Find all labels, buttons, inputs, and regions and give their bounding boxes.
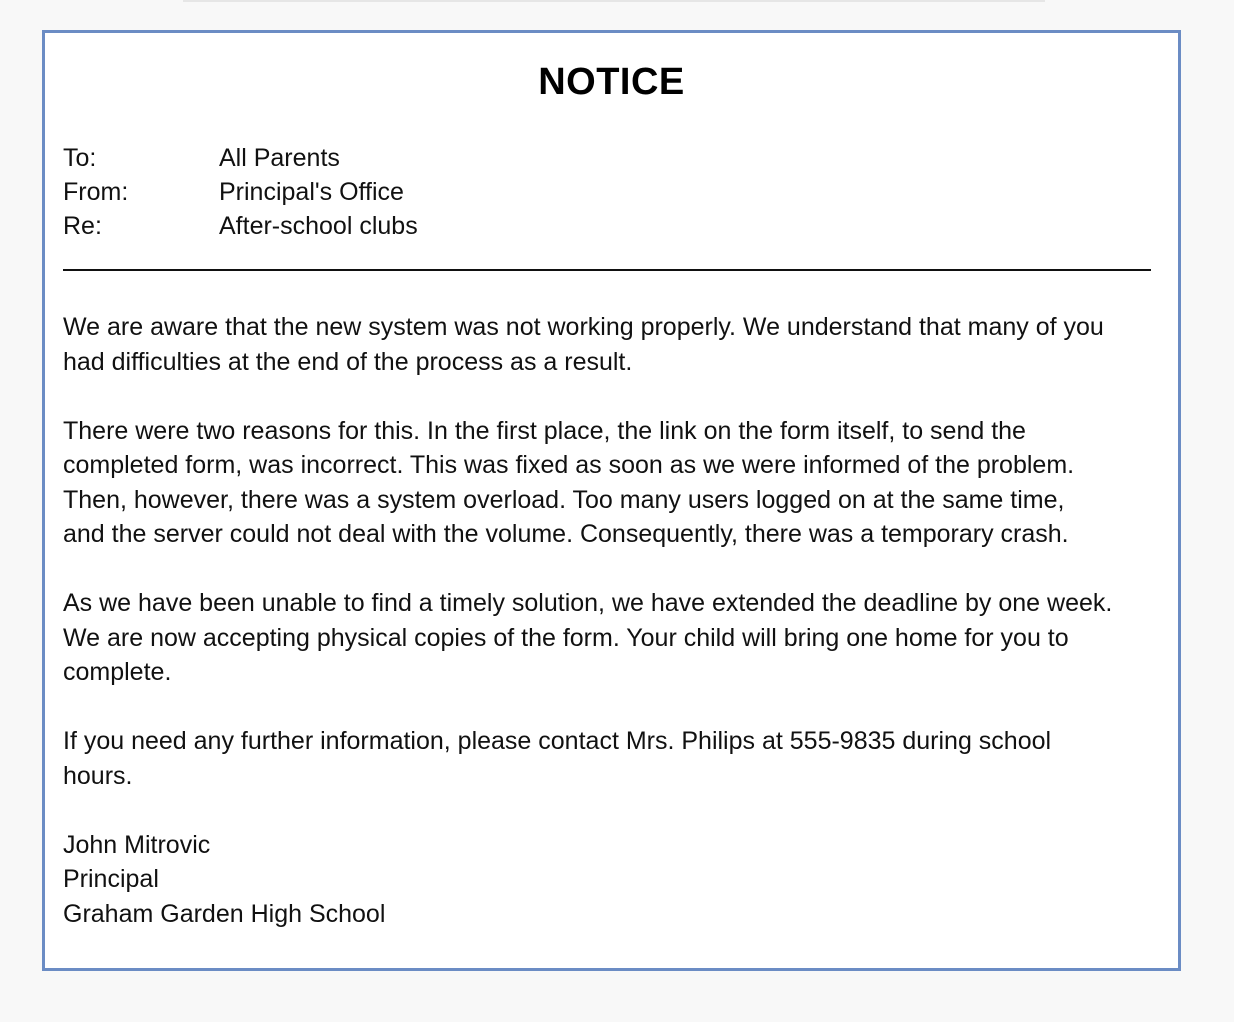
paragraph-line: and the server could not deal with the volume. Consequently, there was a temporary crash. bbox=[63, 520, 1069, 548]
top-edge-strip bbox=[183, 0, 1045, 2]
notice-document bbox=[42, 30, 1181, 971]
memo-row-to bbox=[63, 141, 418, 175]
paragraph-line: had difficulties at the end of the process as a result. bbox=[63, 347, 633, 376]
paragraph-line: As we have been unable to find a timely solution, we have extended the deadline by one week. bbox=[63, 589, 1113, 617]
paragraph-line: We are now accepting physical copies of the form. Your child will bring one home for you to bbox=[63, 623, 1069, 652]
memo-value-from: Principal's Office bbox=[219, 178, 404, 206]
paragraph-contact bbox=[63, 724, 1173, 793]
memo-label-from: From: bbox=[63, 178, 129, 206]
memo-value-to: All Parents bbox=[219, 144, 340, 172]
paragraph-line: We are aware that the new system was not working properly. We understand that many of you bbox=[63, 313, 1104, 341]
signature-school: Graham Garden High School bbox=[63, 899, 386, 928]
paragraph-line: completed form, was incorrect. This was fixed as soon as we were informed of the problem. bbox=[63, 451, 1075, 479]
signature-block bbox=[63, 828, 1173, 932]
memo-row-from bbox=[63, 175, 418, 209]
signature-name: John Mitrovic bbox=[63, 830, 211, 859]
paragraph-line: Then, however, there was a system overload. Too many users logged on at the same time, bbox=[63, 485, 1065, 514]
paragraph-line: complete. bbox=[63, 658, 172, 686]
memo-row-re bbox=[63, 209, 418, 243]
paragraph-reasons bbox=[63, 414, 1173, 552]
paragraph-line: If you need any further information, please contact Mrs. Philips at 555-9835 during school bbox=[63, 727, 1052, 755]
notice-title: NOTICE bbox=[538, 61, 685, 103]
paragraph-extension bbox=[63, 586, 1173, 690]
memo-label-to: To: bbox=[63, 144, 97, 172]
paragraph-line: hours. bbox=[63, 761, 133, 790]
paragraph-line: There were two reasons for this. In the first place, the link on the form itself, to send the bbox=[63, 416, 1026, 445]
notice-body bbox=[63, 310, 1173, 931]
signature-role: Principal bbox=[63, 865, 159, 893]
memo-value-re: After-school clubs bbox=[219, 212, 418, 240]
header-divider bbox=[63, 269, 1151, 271]
memo-header bbox=[63, 141, 418, 243]
paragraph-system-issue bbox=[63, 310, 1173, 379]
memo-label-re: Re: bbox=[63, 212, 102, 240]
